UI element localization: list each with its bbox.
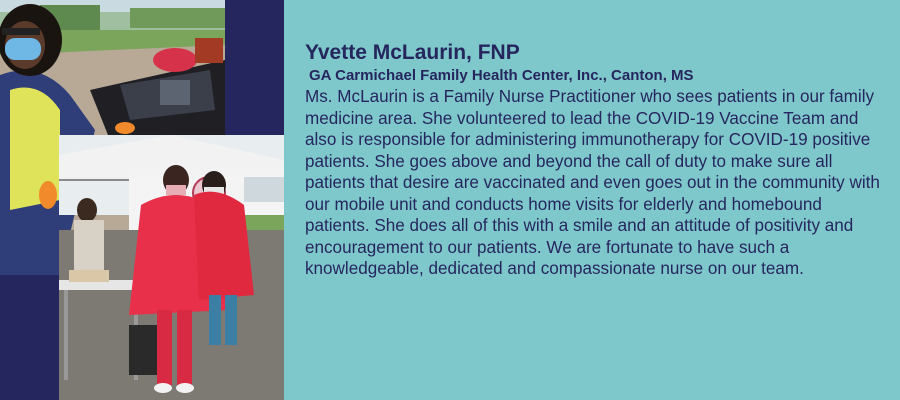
navy-accent-block-bottom	[0, 275, 59, 400]
navy-accent-block-top	[225, 0, 284, 135]
profile-name: Yvette McLaurin, FNP	[305, 41, 520, 64]
profile-bio: Ms. McLaurin is a Family Nurse Practitioner who sees patients in our family medicine area. She volunteered to lead the COVID-19 Vaccine Team and also is responsible for administering immunotherapy for COVID-19 positive patients. She goes above and beyond the call of duty to make sure all patients that desire are vaccinated and even goes out in the community with our mobile unit and conducts home visits for elderly and homebound patients. She does all of this with a smile and an attitude of positivity and encouragement to our patients. We are fortunate to have such a knowledgeable, dedicated and compassionate nurse on our team.	[305, 87, 880, 278]
profile-organization: GA Carmichael Family Health Center, Inc., Canton, MS	[309, 67, 694, 84]
profile-text-panel	[305, 40, 885, 280]
photo-vaccine-tent	[59, 135, 284, 400]
